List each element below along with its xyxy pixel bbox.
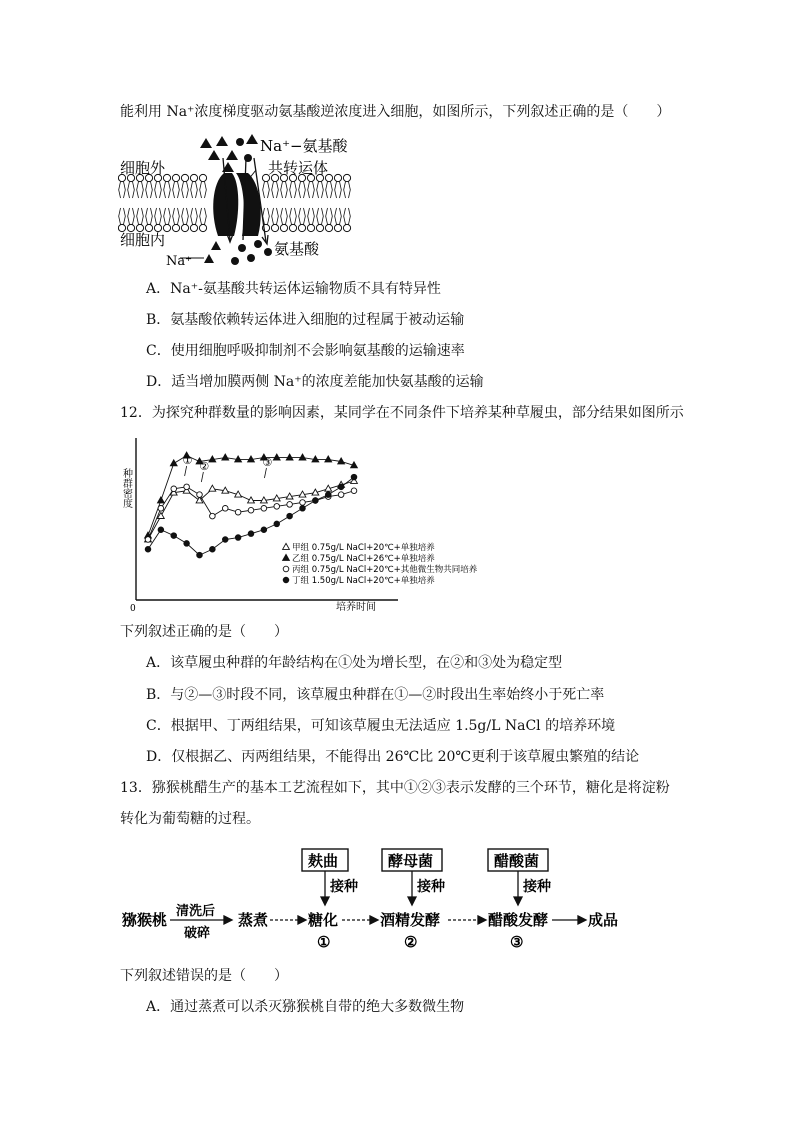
intracellular-particles bbox=[204, 240, 272, 265]
legend-label: 乙组 0.75g/L NaCl+26℃+单独培养 bbox=[292, 554, 435, 564]
lipid-tail bbox=[173, 208, 175, 224]
lipid-tail bbox=[281, 208, 283, 224]
lipid-tail bbox=[196, 182, 198, 198]
label-amino-acid: 氨基酸 bbox=[274, 240, 320, 258]
q11-stem: 能利用 Na⁺浓度梯度驱动氨基酸逆浓度进入细胞，如图所示，下列叙述正确的是（ ） bbox=[120, 104, 671, 120]
lipid-tail bbox=[326, 208, 328, 224]
flow-num2: ② bbox=[404, 933, 418, 951]
data-point bbox=[313, 498, 319, 504]
legend-label: 丁组 1.50g/L NaCl+20℃+单独培养 bbox=[292, 576, 435, 586]
data-point bbox=[287, 502, 293, 508]
lipid-head bbox=[181, 224, 188, 231]
q11-option-d: D．适当增加膜两侧 Na⁺的浓度差能加快氨基酸的运输 bbox=[146, 374, 484, 390]
data-point bbox=[171, 486, 177, 492]
flow-arrow-bottom: 破碎 bbox=[184, 926, 211, 941]
lipid-tail bbox=[349, 208, 351, 224]
lipid-tail bbox=[182, 208, 184, 224]
lipid-tail bbox=[263, 182, 265, 198]
data-point bbox=[170, 460, 177, 466]
flow-num3: ③ bbox=[510, 933, 524, 951]
lipid-tail bbox=[313, 182, 315, 198]
lipid-head bbox=[181, 174, 188, 181]
lipid-tail bbox=[133, 182, 135, 198]
flow-product: 成品 bbox=[588, 911, 619, 929]
lipid-tail bbox=[308, 182, 310, 198]
lipid-tail bbox=[290, 182, 292, 198]
lipid-head bbox=[280, 224, 287, 231]
lipid-head bbox=[199, 174, 206, 181]
label-transporter: 共转运体 bbox=[268, 159, 329, 177]
lipid-tail bbox=[277, 182, 279, 198]
lipid-head bbox=[172, 224, 179, 231]
data-point bbox=[261, 506, 267, 512]
data-point bbox=[184, 541, 190, 547]
lipid-tail bbox=[340, 208, 342, 224]
data-point bbox=[145, 537, 151, 543]
lipid-head bbox=[343, 224, 350, 231]
lipid-tail bbox=[151, 182, 153, 198]
inoculate-label-1: 接种 bbox=[330, 879, 358, 895]
chart-marker-label: ③ bbox=[262, 456, 273, 469]
data-point bbox=[283, 577, 289, 583]
data-point bbox=[351, 488, 357, 494]
series-line bbox=[148, 456, 354, 536]
inoculate-label-3: 接种 bbox=[523, 879, 551, 895]
data-point bbox=[157, 497, 164, 503]
flow-arrow-top: 清洗后 bbox=[176, 904, 216, 919]
lipid-head bbox=[172, 174, 179, 181]
lipid-tail bbox=[304, 182, 306, 198]
lipid-tail bbox=[142, 182, 144, 198]
chart-marker-leader bbox=[264, 468, 266, 478]
lipid-tail bbox=[155, 182, 157, 198]
lipid-tail bbox=[182, 182, 184, 198]
data-point bbox=[299, 454, 306, 460]
data-point bbox=[158, 506, 164, 512]
data-point bbox=[158, 527, 164, 533]
lipid-tail bbox=[178, 208, 180, 224]
lipid-tail bbox=[349, 182, 351, 198]
lipid-tail bbox=[200, 208, 202, 224]
flow-num1: ① bbox=[317, 933, 331, 951]
chart-legend bbox=[283, 542, 478, 586]
lipid-tail bbox=[169, 208, 171, 224]
data-point bbox=[338, 484, 344, 490]
lipid-tail bbox=[272, 208, 274, 224]
y-axis-label: 种群密度 bbox=[120, 468, 132, 508]
q13-stem-line1: 13．猕猴桃醋生产的基本工艺流程如下，其中①②③表示发酵的三个环节，糖化是将淀粉 bbox=[120, 780, 670, 796]
lipid-tail bbox=[299, 182, 301, 198]
lipid-tail bbox=[340, 182, 342, 198]
label-na: Na⁺ bbox=[166, 254, 192, 268]
flow-steam: 蒸煮 bbox=[238, 911, 269, 929]
lipid-tail bbox=[317, 182, 319, 198]
data-point bbox=[274, 521, 280, 527]
cotransporter-protein bbox=[213, 173, 261, 236]
data-point bbox=[209, 485, 216, 491]
lipid-tail bbox=[286, 182, 288, 198]
lipid-tail bbox=[128, 208, 130, 224]
population-density-chart bbox=[118, 428, 508, 614]
q12-option-d: D．仅根据乙、丙两组结果，不能得出 26℃比 20℃更利于该草履虫繁殖的结论 bbox=[146, 749, 640, 765]
data-point bbox=[286, 454, 293, 460]
kiwi-vinegar-flowchart bbox=[118, 843, 638, 953]
data-point bbox=[222, 506, 228, 512]
lipid-tail bbox=[299, 208, 301, 224]
data-point bbox=[222, 537, 228, 543]
data-point bbox=[283, 554, 290, 560]
data-point bbox=[171, 533, 177, 539]
lipid-tail bbox=[268, 208, 270, 224]
lipid-tail bbox=[160, 182, 162, 198]
data-point bbox=[248, 531, 254, 537]
data-point bbox=[248, 507, 254, 513]
lipid-tail bbox=[187, 182, 189, 198]
lipid-tail bbox=[322, 182, 324, 198]
lipid-tail bbox=[308, 208, 310, 224]
lipid-tail bbox=[124, 208, 126, 224]
label-outside: 细胞外 bbox=[120, 159, 166, 177]
flow-step3: 醋酸发酵 bbox=[488, 911, 549, 929]
data-point bbox=[274, 504, 280, 510]
data-point bbox=[273, 454, 280, 460]
lipid-tail bbox=[344, 208, 346, 224]
lipid-head bbox=[289, 224, 296, 231]
chart-marker-leader bbox=[185, 466, 187, 476]
lipid-tail bbox=[322, 208, 324, 224]
lipid-tail bbox=[160, 208, 162, 224]
lipid-tail bbox=[326, 182, 328, 198]
lipid-tail bbox=[119, 208, 121, 224]
lipid-tail bbox=[191, 208, 193, 224]
flow-step2: 酒精发酵 bbox=[380, 911, 441, 929]
lipid-head bbox=[334, 174, 341, 181]
label-na-amino: Na⁺−氨基酸 bbox=[260, 137, 348, 155]
data-point bbox=[261, 527, 267, 533]
lipid-tail bbox=[146, 208, 148, 224]
lipid-head bbox=[334, 224, 341, 231]
chart-marker-leader bbox=[201, 472, 203, 482]
lipid-tail bbox=[137, 208, 139, 224]
q11-option-b: B．氨基酸依赖转运体进入细胞的过程属于被动运输 bbox=[146, 312, 465, 328]
lipid-tail bbox=[335, 208, 337, 224]
flow-step1: 糖化 bbox=[308, 911, 339, 929]
lipid-head bbox=[298, 224, 305, 231]
data-point bbox=[145, 546, 151, 552]
q11-option-c: C．使用细胞呼吸抑制剂不会影响氨基酸的运输速率 bbox=[146, 343, 465, 359]
label-inside: 细胞内 bbox=[120, 231, 166, 249]
lipid-head bbox=[190, 224, 197, 231]
data-point bbox=[235, 509, 241, 515]
lipid-tail bbox=[304, 208, 306, 224]
lipid-tail bbox=[317, 208, 319, 224]
lipid-tail bbox=[200, 182, 202, 198]
legend-label: 丙组 0.75g/L NaCl+20℃+其他微生物共同培养 bbox=[292, 565, 478, 575]
data-point bbox=[287, 513, 293, 519]
lipid-tail bbox=[268, 182, 270, 198]
lipid-tail bbox=[196, 208, 198, 224]
lipid-tail bbox=[155, 208, 157, 224]
lipid-head bbox=[190, 174, 197, 181]
q13-option-a: A．通过蒸煮可以杀灭猕猴桃自带的绝大多数微生物 bbox=[146, 999, 465, 1015]
lipid-tail bbox=[191, 182, 193, 198]
lipid-tail bbox=[272, 182, 274, 198]
lipid-tail bbox=[133, 208, 135, 224]
box-fuqu-label: 麸曲 bbox=[308, 852, 339, 870]
lipid-tail bbox=[205, 208, 207, 224]
membrane-cotransport-diagram bbox=[118, 128, 378, 268]
legend-label: 甲组 0.75g/L NaCl+20℃+单独培养 bbox=[292, 543, 435, 553]
q11-option-a: A．Na⁺-氨基酸共转运体运输物质不具有特异性 bbox=[146, 281, 441, 297]
flow-start: 猕猴桃 bbox=[122, 911, 168, 929]
data-point bbox=[235, 535, 241, 541]
data-point bbox=[351, 474, 357, 480]
lipid-tail bbox=[331, 208, 333, 224]
data-point bbox=[197, 552, 203, 558]
lipid-tail bbox=[344, 182, 346, 198]
lipid-tail bbox=[290, 208, 292, 224]
data-point bbox=[325, 492, 331, 498]
lipid-tail bbox=[173, 182, 175, 198]
data-point bbox=[283, 566, 289, 572]
data-point bbox=[283, 543, 290, 549]
lipid-tail bbox=[164, 208, 166, 224]
lipid-tail bbox=[169, 182, 171, 198]
lipid-head bbox=[199, 224, 206, 231]
lipid-tail bbox=[187, 208, 189, 224]
lipid-tail bbox=[313, 208, 315, 224]
sodium-triangles-outside bbox=[200, 134, 258, 172]
lipid-tail bbox=[124, 182, 126, 198]
data-point bbox=[338, 492, 344, 498]
lipid-tail bbox=[205, 182, 207, 198]
data-point bbox=[300, 500, 306, 506]
lipid-tail bbox=[178, 182, 180, 198]
box-acetobacter-label: 醋酸菌 bbox=[494, 852, 540, 870]
lipid-tail bbox=[277, 208, 279, 224]
x-axis-label: 培养时间 bbox=[336, 602, 376, 613]
q12-option-a: A．该草履虫种群的年龄结构在①处为增长型，在②和③处为稳定型 bbox=[146, 655, 563, 671]
lipid-head bbox=[316, 224, 323, 231]
lipid-tail bbox=[331, 182, 333, 198]
data-point bbox=[300, 506, 306, 512]
lipid-head bbox=[307, 224, 314, 231]
q13-question: 下列叙述错误的是（ ） bbox=[120, 968, 288, 984]
q12-option-b: B．与②—③时段不同，该草履虫种群在①—②时段出生率始终小于死亡率 bbox=[146, 687, 605, 703]
inoculate-label-2: 接种 bbox=[417, 879, 445, 895]
lipid-tail bbox=[281, 182, 283, 198]
lipid-tail bbox=[295, 182, 297, 198]
lipid-tail bbox=[335, 182, 337, 198]
origin-label: 0 bbox=[130, 604, 136, 614]
chart-marker-label: ② bbox=[199, 460, 210, 473]
q12-stem: 12．为探究种群数量的影响因素，某同学在不同条件下培养某种草履虫，部分结果如图所示 bbox=[120, 405, 684, 421]
data-point bbox=[325, 456, 332, 462]
lipid-tail bbox=[128, 182, 130, 198]
data-point bbox=[197, 492, 203, 498]
lipid-tail bbox=[164, 182, 166, 198]
data-point bbox=[210, 546, 216, 552]
box-yeast-label: 酵母菌 bbox=[388, 852, 434, 870]
data-point bbox=[222, 454, 229, 460]
lipid-tail bbox=[142, 208, 144, 224]
data-point bbox=[210, 513, 216, 519]
lipid-tail bbox=[295, 208, 297, 224]
lipid-head bbox=[271, 224, 278, 231]
q12-question: 下列叙述正确的是（ ） bbox=[120, 624, 288, 640]
lipid-tail bbox=[137, 182, 139, 198]
lipid-head bbox=[325, 224, 332, 231]
chart-marker-label: ① bbox=[182, 454, 193, 467]
lipid-tail bbox=[119, 182, 121, 198]
lipid-tail bbox=[146, 182, 148, 198]
q13-stem-line2: 转化为葡萄糖的过程。 bbox=[120, 811, 260, 827]
data-point bbox=[184, 484, 190, 490]
lipid-tail bbox=[151, 208, 153, 224]
lipid-tail bbox=[286, 208, 288, 224]
q12-option-c: C．根据甲、丁两组结果，可知该草履虫无法适应 1.5g/L NaCl 的培养环境 bbox=[146, 718, 616, 734]
lipid-head bbox=[343, 174, 350, 181]
